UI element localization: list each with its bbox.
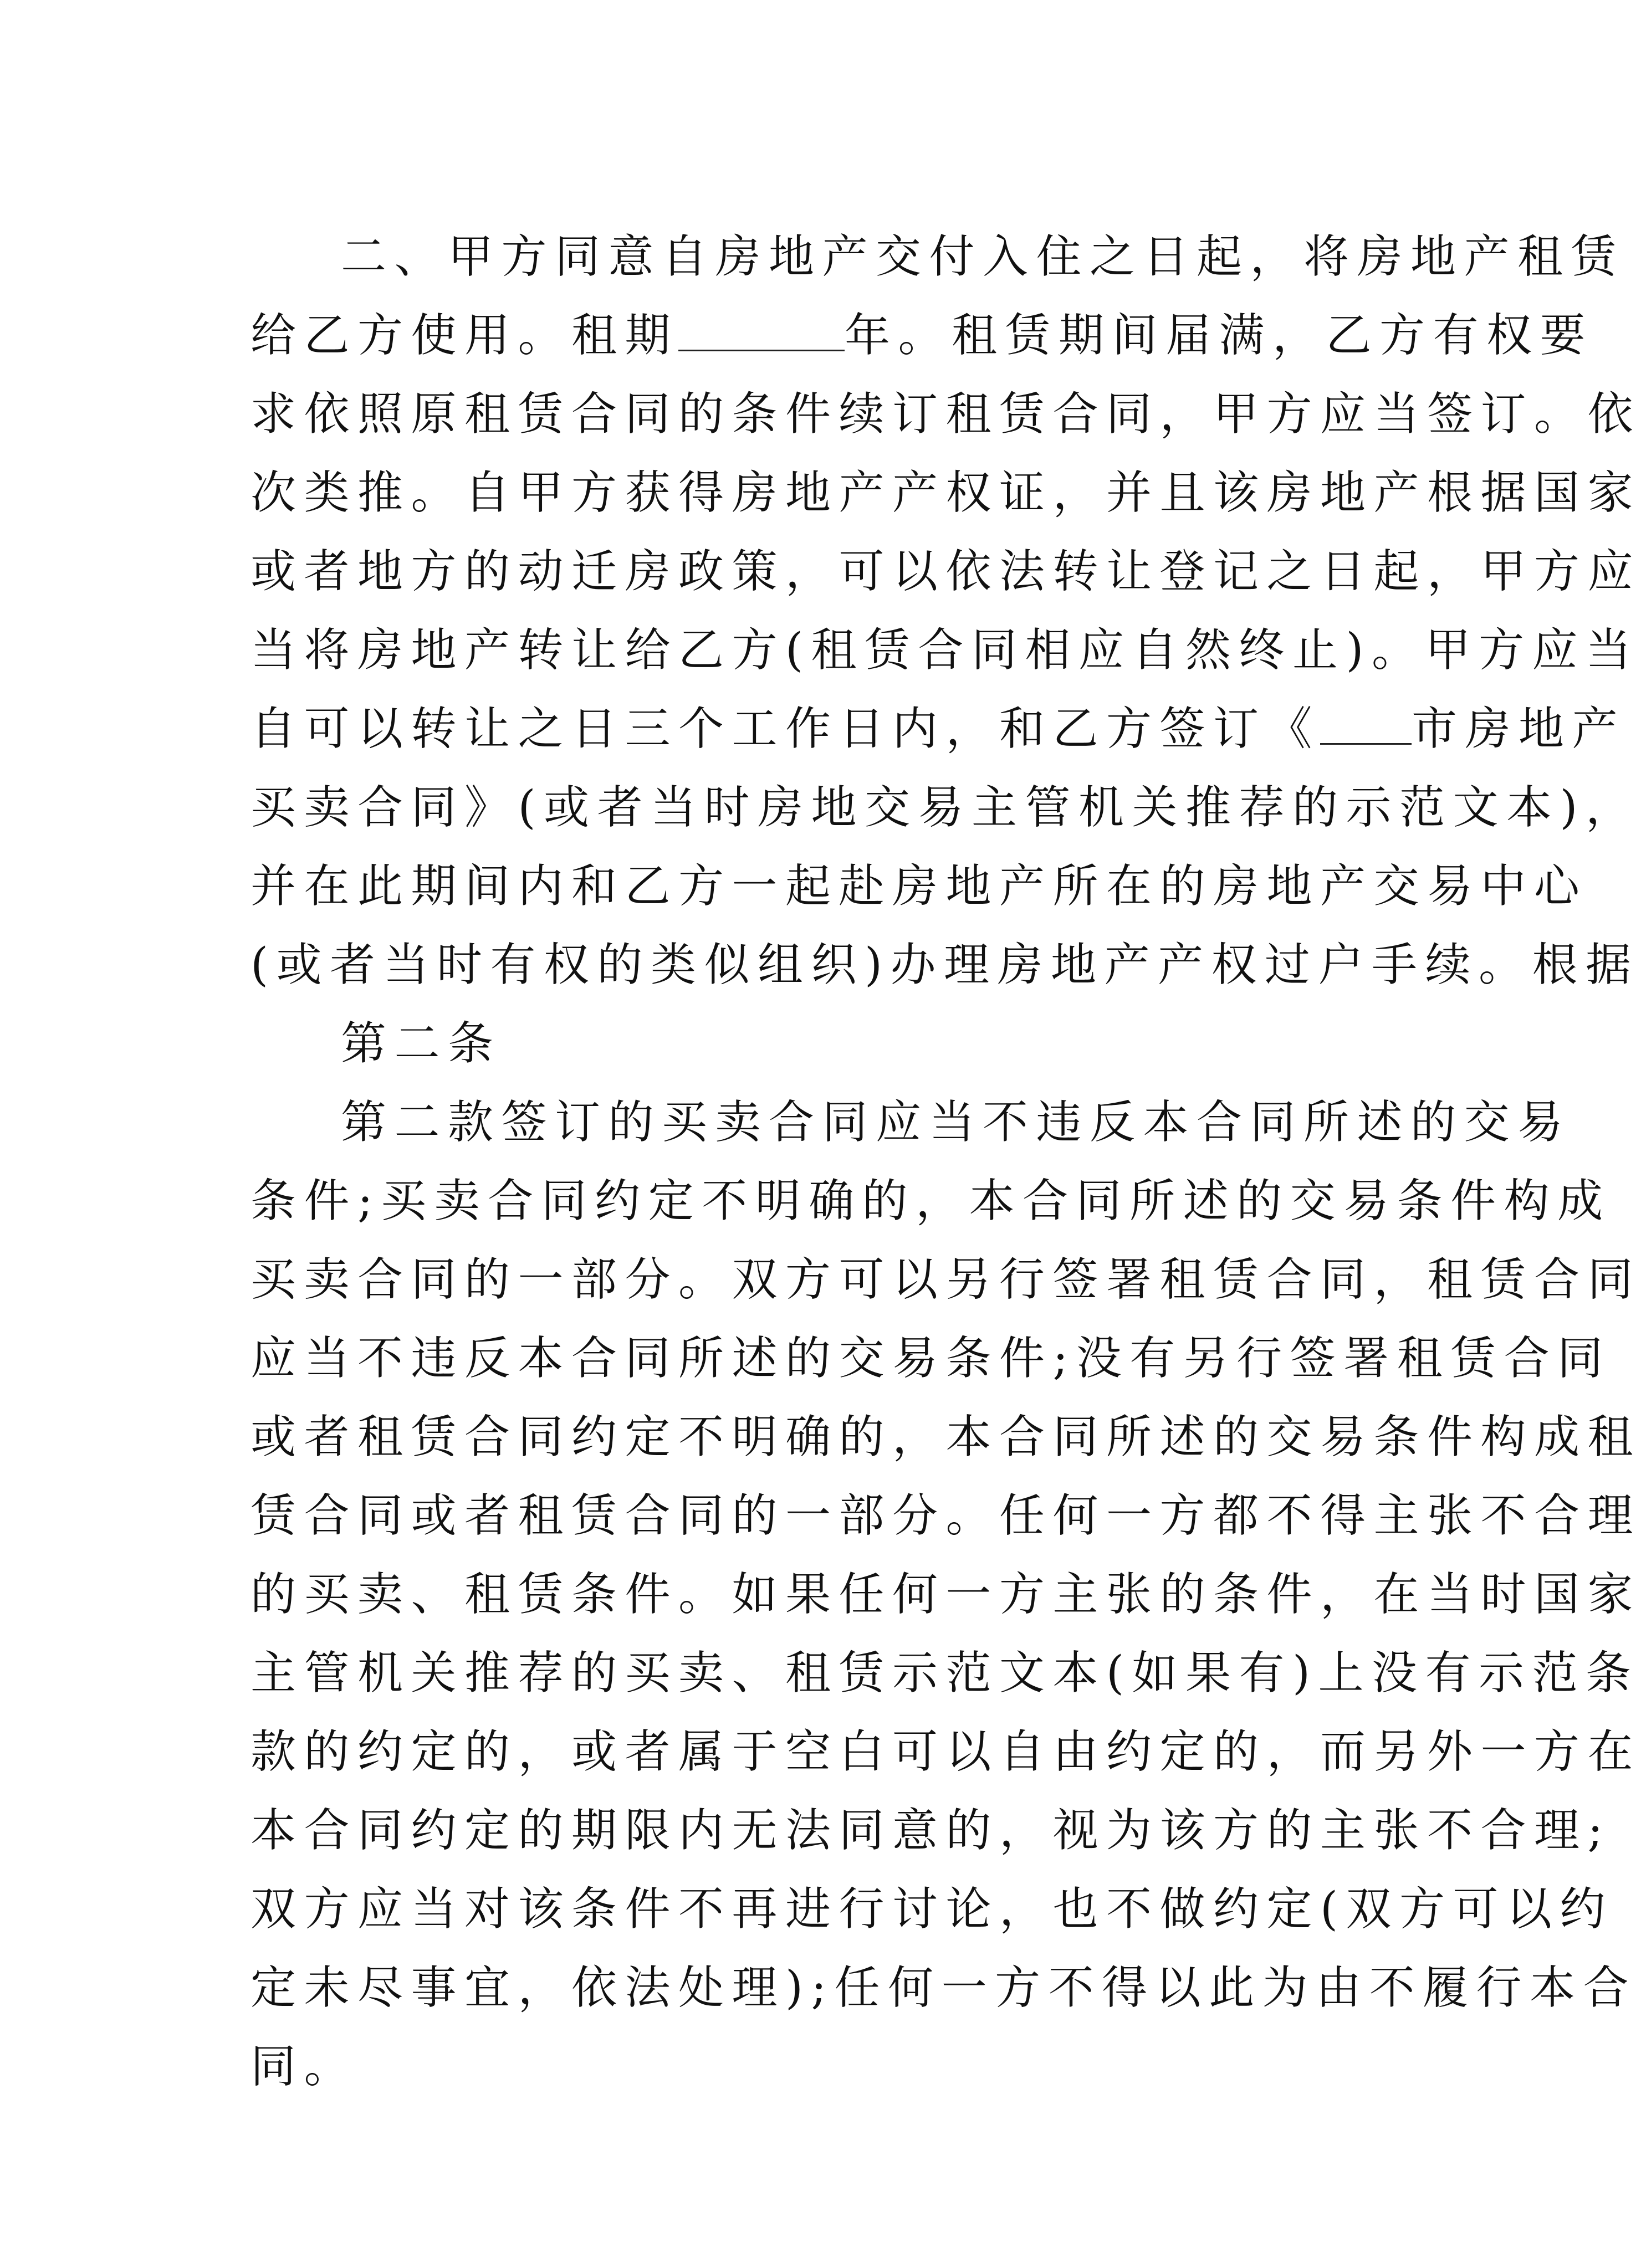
paragraph-1-line-10: (或者当时有权的类似组织)办理房地产产权过户手续。根据 bbox=[251, 939, 1639, 991]
paragraph-2-line-12: 定未尽事宜，依法处理);任何一方不得以此为由不履行本合 bbox=[251, 1962, 1637, 2014]
paragraph-1-line-6: 当将房地产转让给乙方(租赁合同相应自然终止)。甲方应当 bbox=[251, 624, 1639, 677]
line-text: 给乙方使用。租期 bbox=[251, 309, 679, 362]
paragraph-2-line-3: 买卖合同的一部分。双方可以另行签署租赁合同，租赁合同 bbox=[251, 1253, 1641, 1306]
paragraph-2-line-11: 双方应当对该条件不再进行讨论，也不做约定(双方可以约 bbox=[251, 1883, 1613, 1936]
paragraph-2-line-9: 款的约定的，或者属于空白可以自由约定的，而另外一方在 bbox=[251, 1726, 1641, 1778]
term-years-blank bbox=[678, 296, 845, 351]
paragraph-2-line-4: 应当不违反本合同所述的交易条件;没有另行签署租赁合同 bbox=[251, 1332, 1611, 1385]
paragraph-2-line-13: 同。 bbox=[251, 2040, 358, 2093]
paragraph-2-line-2: 条件;买卖合同约定不明确的，本合同所述的交易条件构成 bbox=[251, 1175, 1611, 1227]
city-name-blank bbox=[1320, 690, 1412, 745]
paragraph-1-line-2 bbox=[251, 296, 1594, 375]
paragraph-2-line-10: 本合同约定的期限内无法同意的，视为该方的主张不合理; bbox=[251, 1804, 1611, 1857]
paragraph-1-line-7 bbox=[251, 690, 1626, 769]
paragraph-1-line-9: 并在此期间内和乙方一起赴房地产所在的房地产交易中心 bbox=[251, 860, 1588, 913]
paragraph-1-line-8: 买卖合同》(或者当时房地交易主管机关推荐的示范文本)， bbox=[251, 781, 1639, 834]
paragraph-2-line-6: 赁合同或者租赁合同的一部分。任何一方都不得主张不合理 bbox=[251, 1489, 1641, 1542]
paragraph-1-line-3: 求依照原租赁合同的条件续订租赁合同，甲方应当签订。依 bbox=[251, 388, 1641, 441]
paragraph-2-line-5: 或者租赁合同约定不明确的，本合同所述的交易条件构成租 bbox=[251, 1411, 1641, 1463]
paragraph-1-line-5: 或者地方的动迁房政策，可以依法转让登记之日起，甲方应 bbox=[251, 545, 1641, 598]
section-heading: 第二条 bbox=[341, 1017, 502, 1070]
paragraph-2-line-1: 第二款签订的买卖合同应当不违反本合同所述的交易 bbox=[341, 1096, 1571, 1149]
paragraph-2-line-8: 主管机关推荐的买卖、租赁示范文本(如果有)上没有示范条 bbox=[251, 1647, 1639, 1699]
line-text: 年。租赁期间届满，乙方有权要 bbox=[845, 309, 1594, 362]
paragraph-1-line-1: 二、甲方同意自房地产交付入住之日起，将房地产租赁 bbox=[341, 231, 1625, 283]
paragraph-1-line-4: 次类推。自甲方获得房地产产权证，并且该房地产根据国家 bbox=[251, 467, 1641, 519]
line-text: 自可以转让之日三个工作日内，和乙方签订《 bbox=[251, 703, 1321, 755]
line-text: 市房地产 bbox=[1412, 703, 1626, 755]
paragraph-2-line-7: 的买卖、租赁条件。如果任何一方主张的条件，在当时国家 bbox=[251, 1568, 1641, 1621]
